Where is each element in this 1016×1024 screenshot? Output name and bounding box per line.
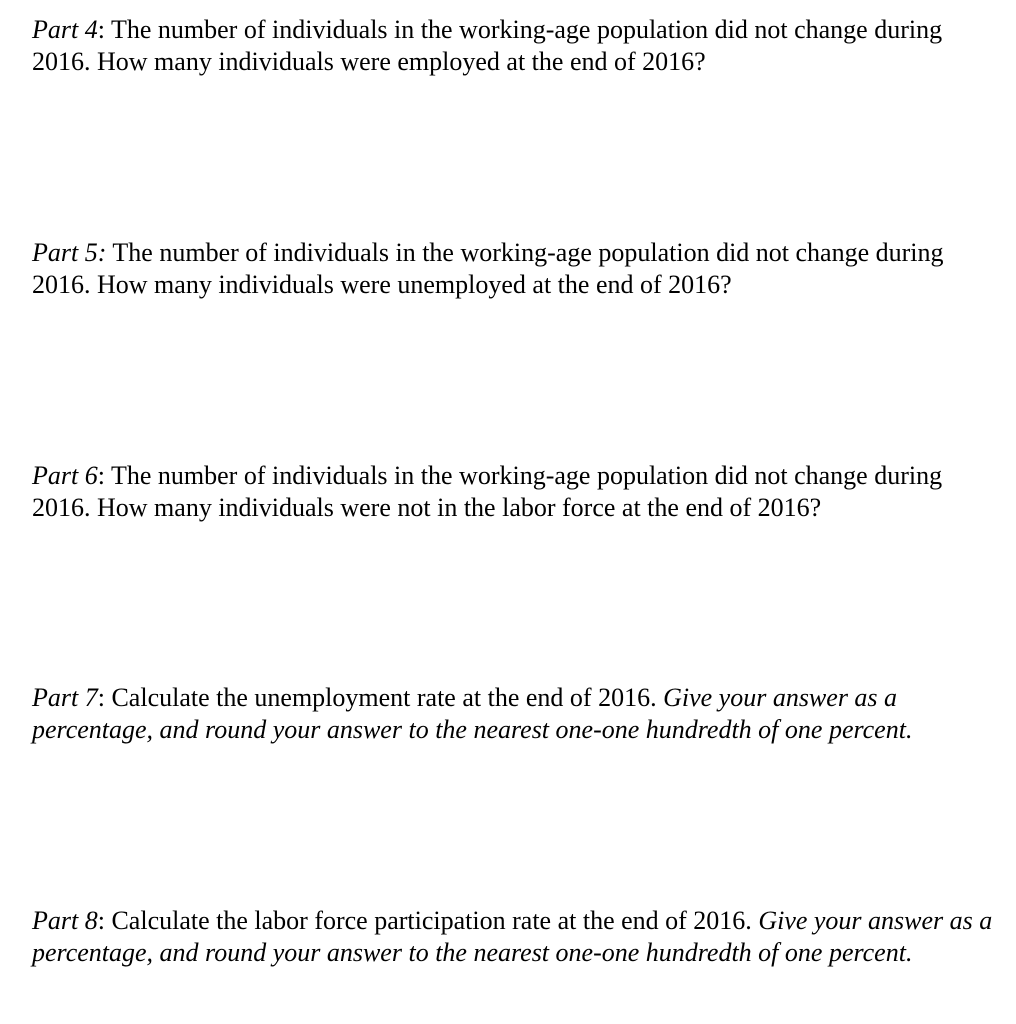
part-colon: : <box>97 15 105 44</box>
part-label: Part 8 <box>32 906 98 935</box>
question-text: The number of individuals in the working-age population did not change during 2016. How many individuals were unemployed at the end of 2016? <box>32 238 944 299</box>
question-part-5 <box>32 237 1002 301</box>
part-label: Part 5: <box>32 238 107 267</box>
question-part-8 <box>32 905 1002 969</box>
question-instruction: Give your answer as a percentage, and round your answer to the nearest one-one hundredth of one percent. <box>32 683 913 744</box>
part-colon: : <box>97 906 105 935</box>
question-text: Calculate the unemployment rate at the end of 2016. <box>104 683 664 712</box>
part-colon: : <box>97 461 105 490</box>
part-label: Part 4 <box>32 15 98 44</box>
question-part-4 <box>32 14 1002 78</box>
question-part-7 <box>32 682 1002 746</box>
part-label: Part 6 <box>32 461 98 490</box>
question-text: The number of individuals in the working-age population did not change during 2016. How many individuals were employed at the end of 2016? <box>32 15 943 76</box>
question-text: Calculate the labor force participation rate at the end of 2016. <box>104 906 759 935</box>
part-colon: : <box>97 683 105 712</box>
question-text: The number of individuals in the working-age population did not change during 2016. How many individuals were not in the labor force at the end of 2016? <box>32 461 943 522</box>
question-part-6 <box>32 460 1002 524</box>
question-instruction: Give your answer as a percentage, and round your answer to the nearest one-one hundredth of one percent. <box>32 906 993 967</box>
part-label: Part 7 <box>32 683 98 712</box>
